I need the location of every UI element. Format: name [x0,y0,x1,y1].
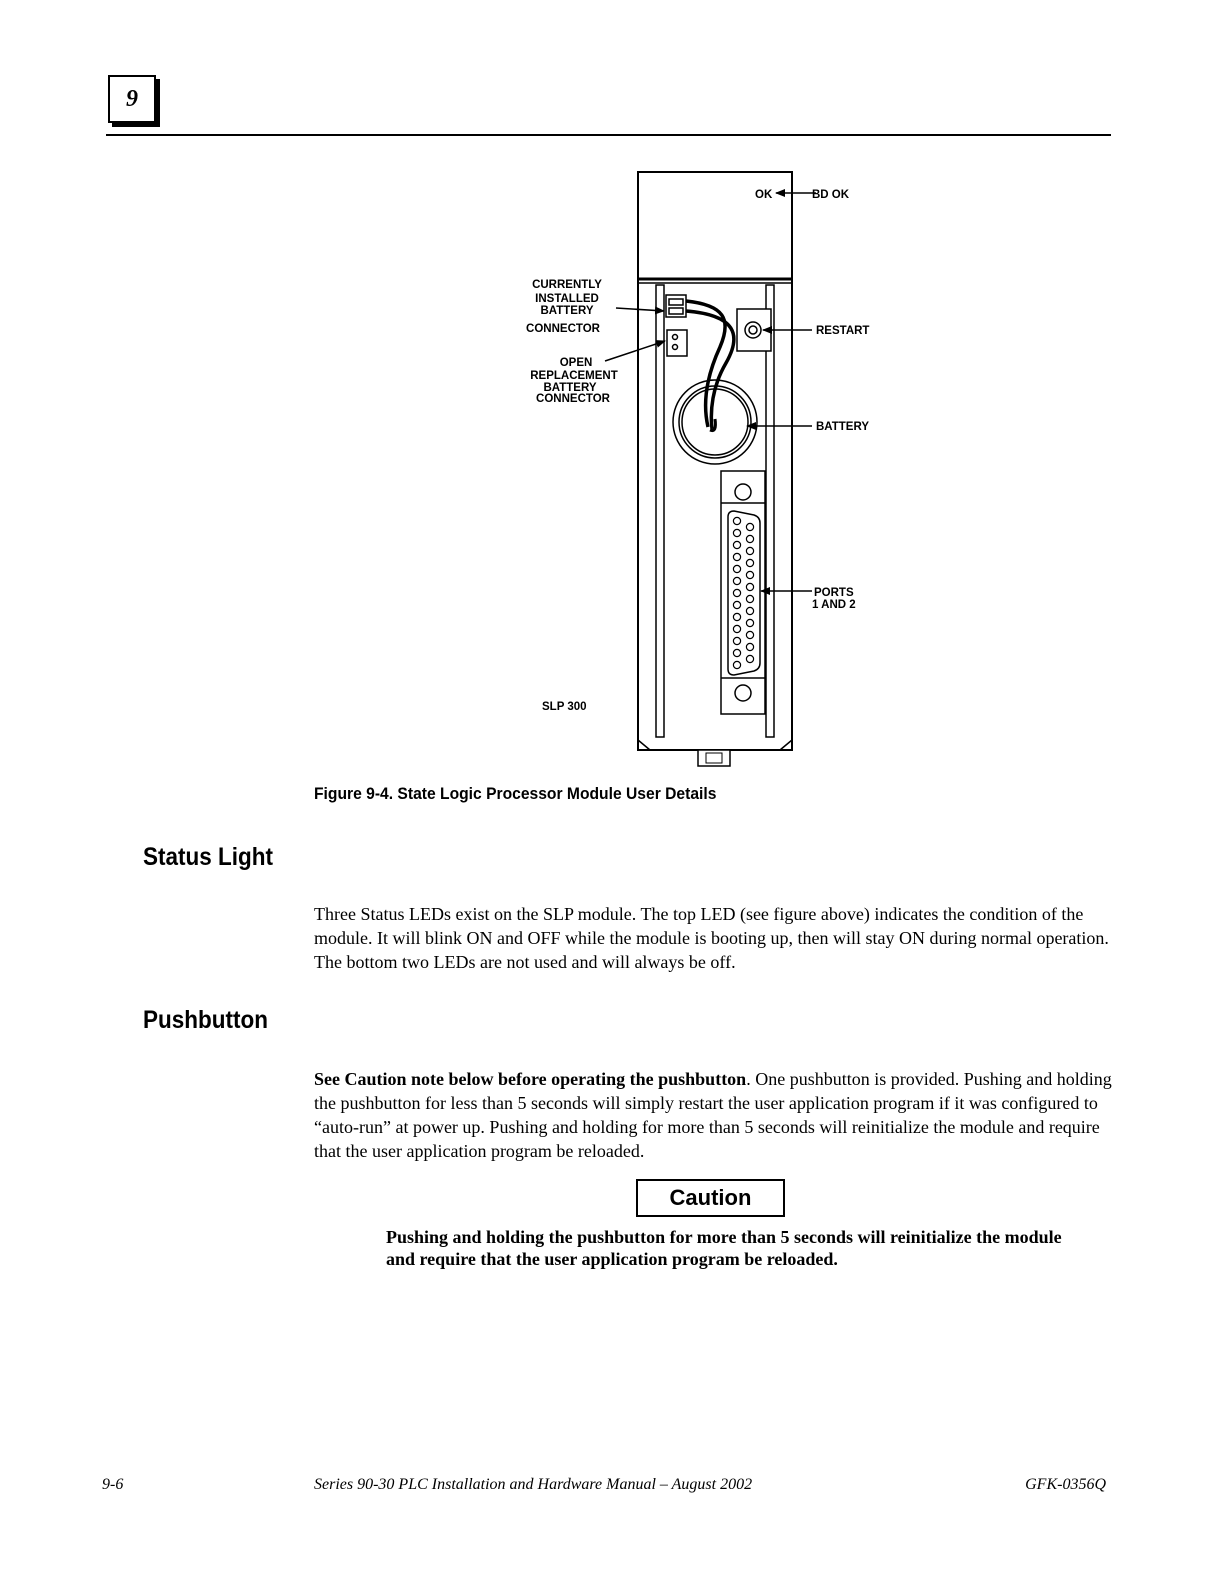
port-pin [746,583,753,590]
footer-manual-title: Series 90-30 PLC Installation and Hardware Manual – August 2002 [314,1476,753,1493]
svg-text:CONNECTOR: CONNECTOR [526,323,600,335]
svg-text:INSTALLED: INSTALLED [535,293,599,305]
port-pin [746,607,753,614]
restart-label: RESTART [816,325,870,337]
port-pin [733,613,740,620]
replacement-battery-connector [667,330,687,356]
pushbutton-heading: Pushbutton [143,1006,268,1034]
status-light-heading: Status Light [143,843,273,871]
port-pin [733,637,740,644]
port-pin [746,559,753,566]
footer-doc-number: GFK-0356Q [1025,1476,1106,1493]
port-pin [746,547,753,554]
pushbutton-paragraph [314,1067,1114,1163]
port-pin [733,577,740,584]
port-pin [746,655,753,662]
svg-text:REPLACEMENT: REPLACEMENT [530,370,618,382]
svg-text:BATTERY: BATTERY [540,305,594,317]
serial-port [721,471,765,714]
caution-reference: See Caution note below before operating the pushbutton [314,1069,747,1089]
port-pin [746,619,753,626]
svg-text:1 AND 2: 1 AND 2 [812,599,856,611]
pushbutton-description: . One pushbutton is provided. Pushing and holding the pushbutton for less than 5 seconds will simply restart the user application program if it was configured to “auto-run” at power up. Pushing and holding for more than 5 seconds will reinitialize the module and require that the user application program be reloaded. [314,1069,1112,1161]
model-label: SLP 300 [542,701,587,713]
replacement-connector-label [530,357,618,405]
port-pin [746,571,753,578]
caution-text: Pushing and holding the pushbutton for more than 5 seconds will reinitialize the module and require that the user application program be reloaded. [386,1227,1062,1269]
port-pin [733,553,740,560]
ports-label [812,587,856,611]
svg-text:BATTERY: BATTERY [543,382,597,394]
module-diagram [510,165,910,775]
port-pin [733,649,740,656]
svg-text:PORTS: PORTS [814,587,854,599]
port-pin [746,523,753,530]
port-pin [733,625,740,632]
port-pin [733,529,740,536]
figure-caption: Figure 9-4. State Logic Processor Module User Details [314,784,717,803]
svg-text:CURRENTLY: CURRENTLY [532,279,602,291]
port-pin [733,601,740,608]
port-pin [746,631,753,638]
port-pin [733,541,740,548]
port-pin [746,643,753,650]
installed-connector-label [526,279,602,335]
status-light-paragraph: Three Status LEDs exist on the SLP module. The top LED (see figure above) indicates the condition of the module. It will blink ON and OFF while the module is booting up, then will stay ON during normal operation. The bottom two LEDs are not used and will always be off. [314,904,1109,972]
caution-title: Caution [636,1179,785,1217]
footer-page-number: 9-6 [102,1476,124,1493]
module-outline [638,172,792,766]
battery-label: BATTERY [816,421,870,433]
installed-battery-connector [666,295,686,317]
ok-label: OK [755,189,773,201]
header-rule [106,134,1111,136]
port-pin [733,661,740,668]
port-pin [746,595,753,602]
port-pin [733,517,740,524]
port-pin [733,565,740,572]
svg-text:OPEN: OPEN [559,357,593,369]
svg-text:CONNECTOR: CONNECTOR [536,393,610,405]
port-pin [733,589,740,596]
bd-ok-label: BD OK [812,189,850,201]
port-pin [746,535,753,542]
chapter-number-box: 9 [108,75,156,123]
